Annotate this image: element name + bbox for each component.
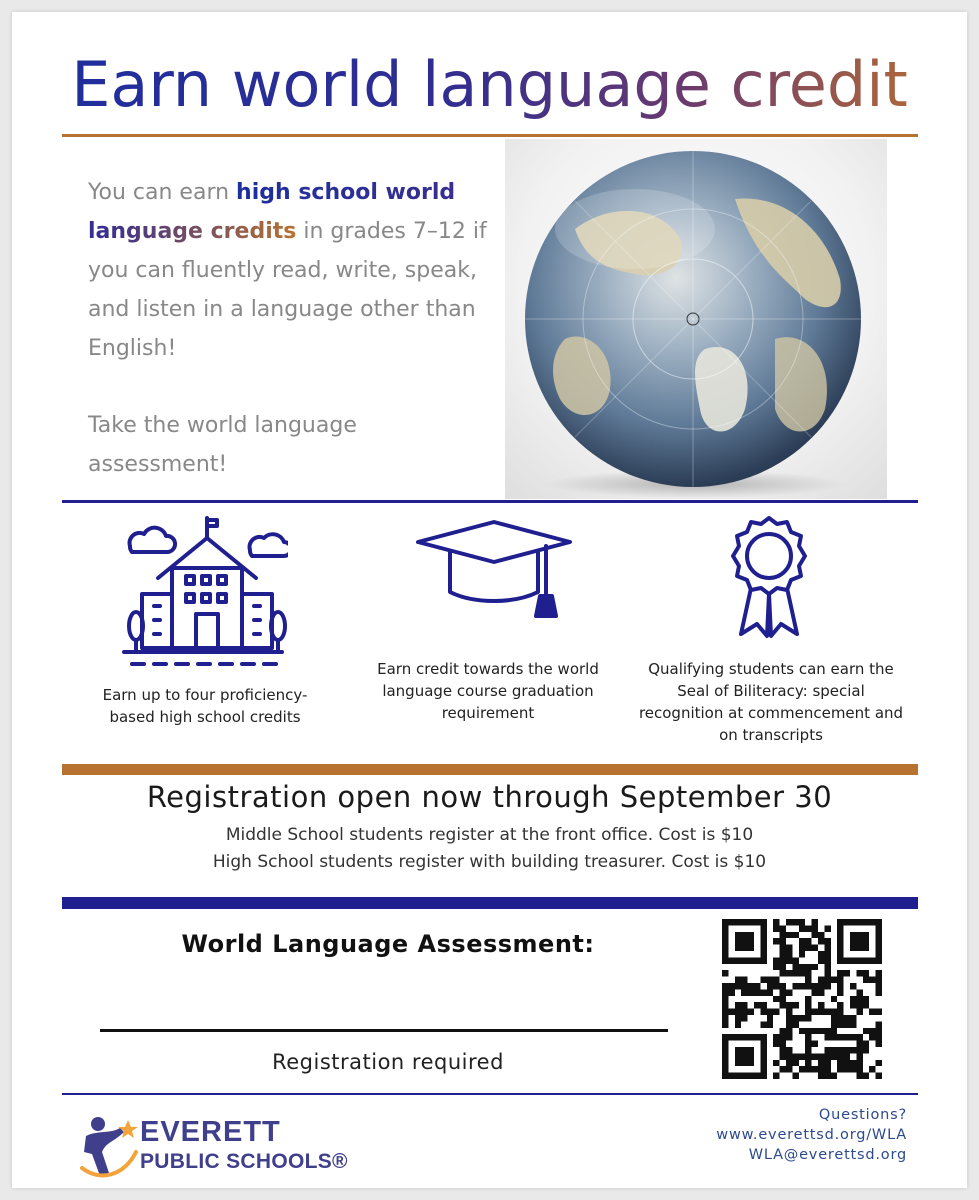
assessment-note: Registration required (272, 1050, 504, 1074)
qr-code-icon (722, 918, 882, 1080)
title-divider (62, 134, 918, 137)
award-ribbon-icon (727, 514, 811, 642)
contact-questions: Questions? (818, 1107, 907, 1123)
graduation-cap-icon (414, 518, 574, 622)
intro-pre: You can earn (88, 180, 237, 205)
registration-heading: Registration open now through September 30 (146, 780, 833, 814)
logo-text-public-schools: PUBLIC SCHOOLS® (140, 1150, 348, 1173)
assessment-divider (62, 897, 918, 909)
globe-image (505, 139, 887, 499)
intro-text (88, 173, 488, 484)
contact-info (716, 1105, 907, 1165)
intro-cta: Take the world language assessment! (88, 413, 357, 477)
logo-figure-icon (80, 1112, 140, 1182)
section-divider-top (62, 500, 918, 503)
registration-middle-school: Middle School students register at the front office. Cost is $10 (225, 825, 754, 845)
footer-divider (62, 1093, 918, 1095)
logo-text-everett: EVERETT (140, 1116, 281, 1148)
intro-highlight: high school world language credits (88, 180, 456, 244)
school-building-icon (118, 516, 288, 676)
registration-high-school: High School students register with building treasurer. Cost is $10 (212, 852, 767, 872)
feature-text-seal: Qualifying students can earn the Seal of Biliteracy: special recognition at commencement and on transcripts (638, 660, 904, 744)
intro-post: in grades 7–12 if you can fluently read, write, speak, and listen in a language other than English! (88, 219, 487, 361)
feature-text-credits: Earn up to four proficiency-based high school credits (102, 686, 308, 726)
district-logo (80, 1112, 380, 1182)
qr-code[interactable] (722, 918, 882, 1080)
assessment-title: World Language Assessment: (181, 930, 595, 958)
page-title: Earn world language credit (0, 48, 979, 121)
contact-email[interactable]: WLA@everettsd.org (748, 1147, 907, 1163)
assessment-date-line (100, 1029, 668, 1032)
contact-website[interactable]: www.everettsd.org/WLA (716, 1127, 907, 1143)
globe-icon (505, 139, 887, 499)
feature-text-graduation: Earn credit towards the world language course graduation requirement (377, 660, 599, 722)
registration-divider (62, 764, 918, 775)
